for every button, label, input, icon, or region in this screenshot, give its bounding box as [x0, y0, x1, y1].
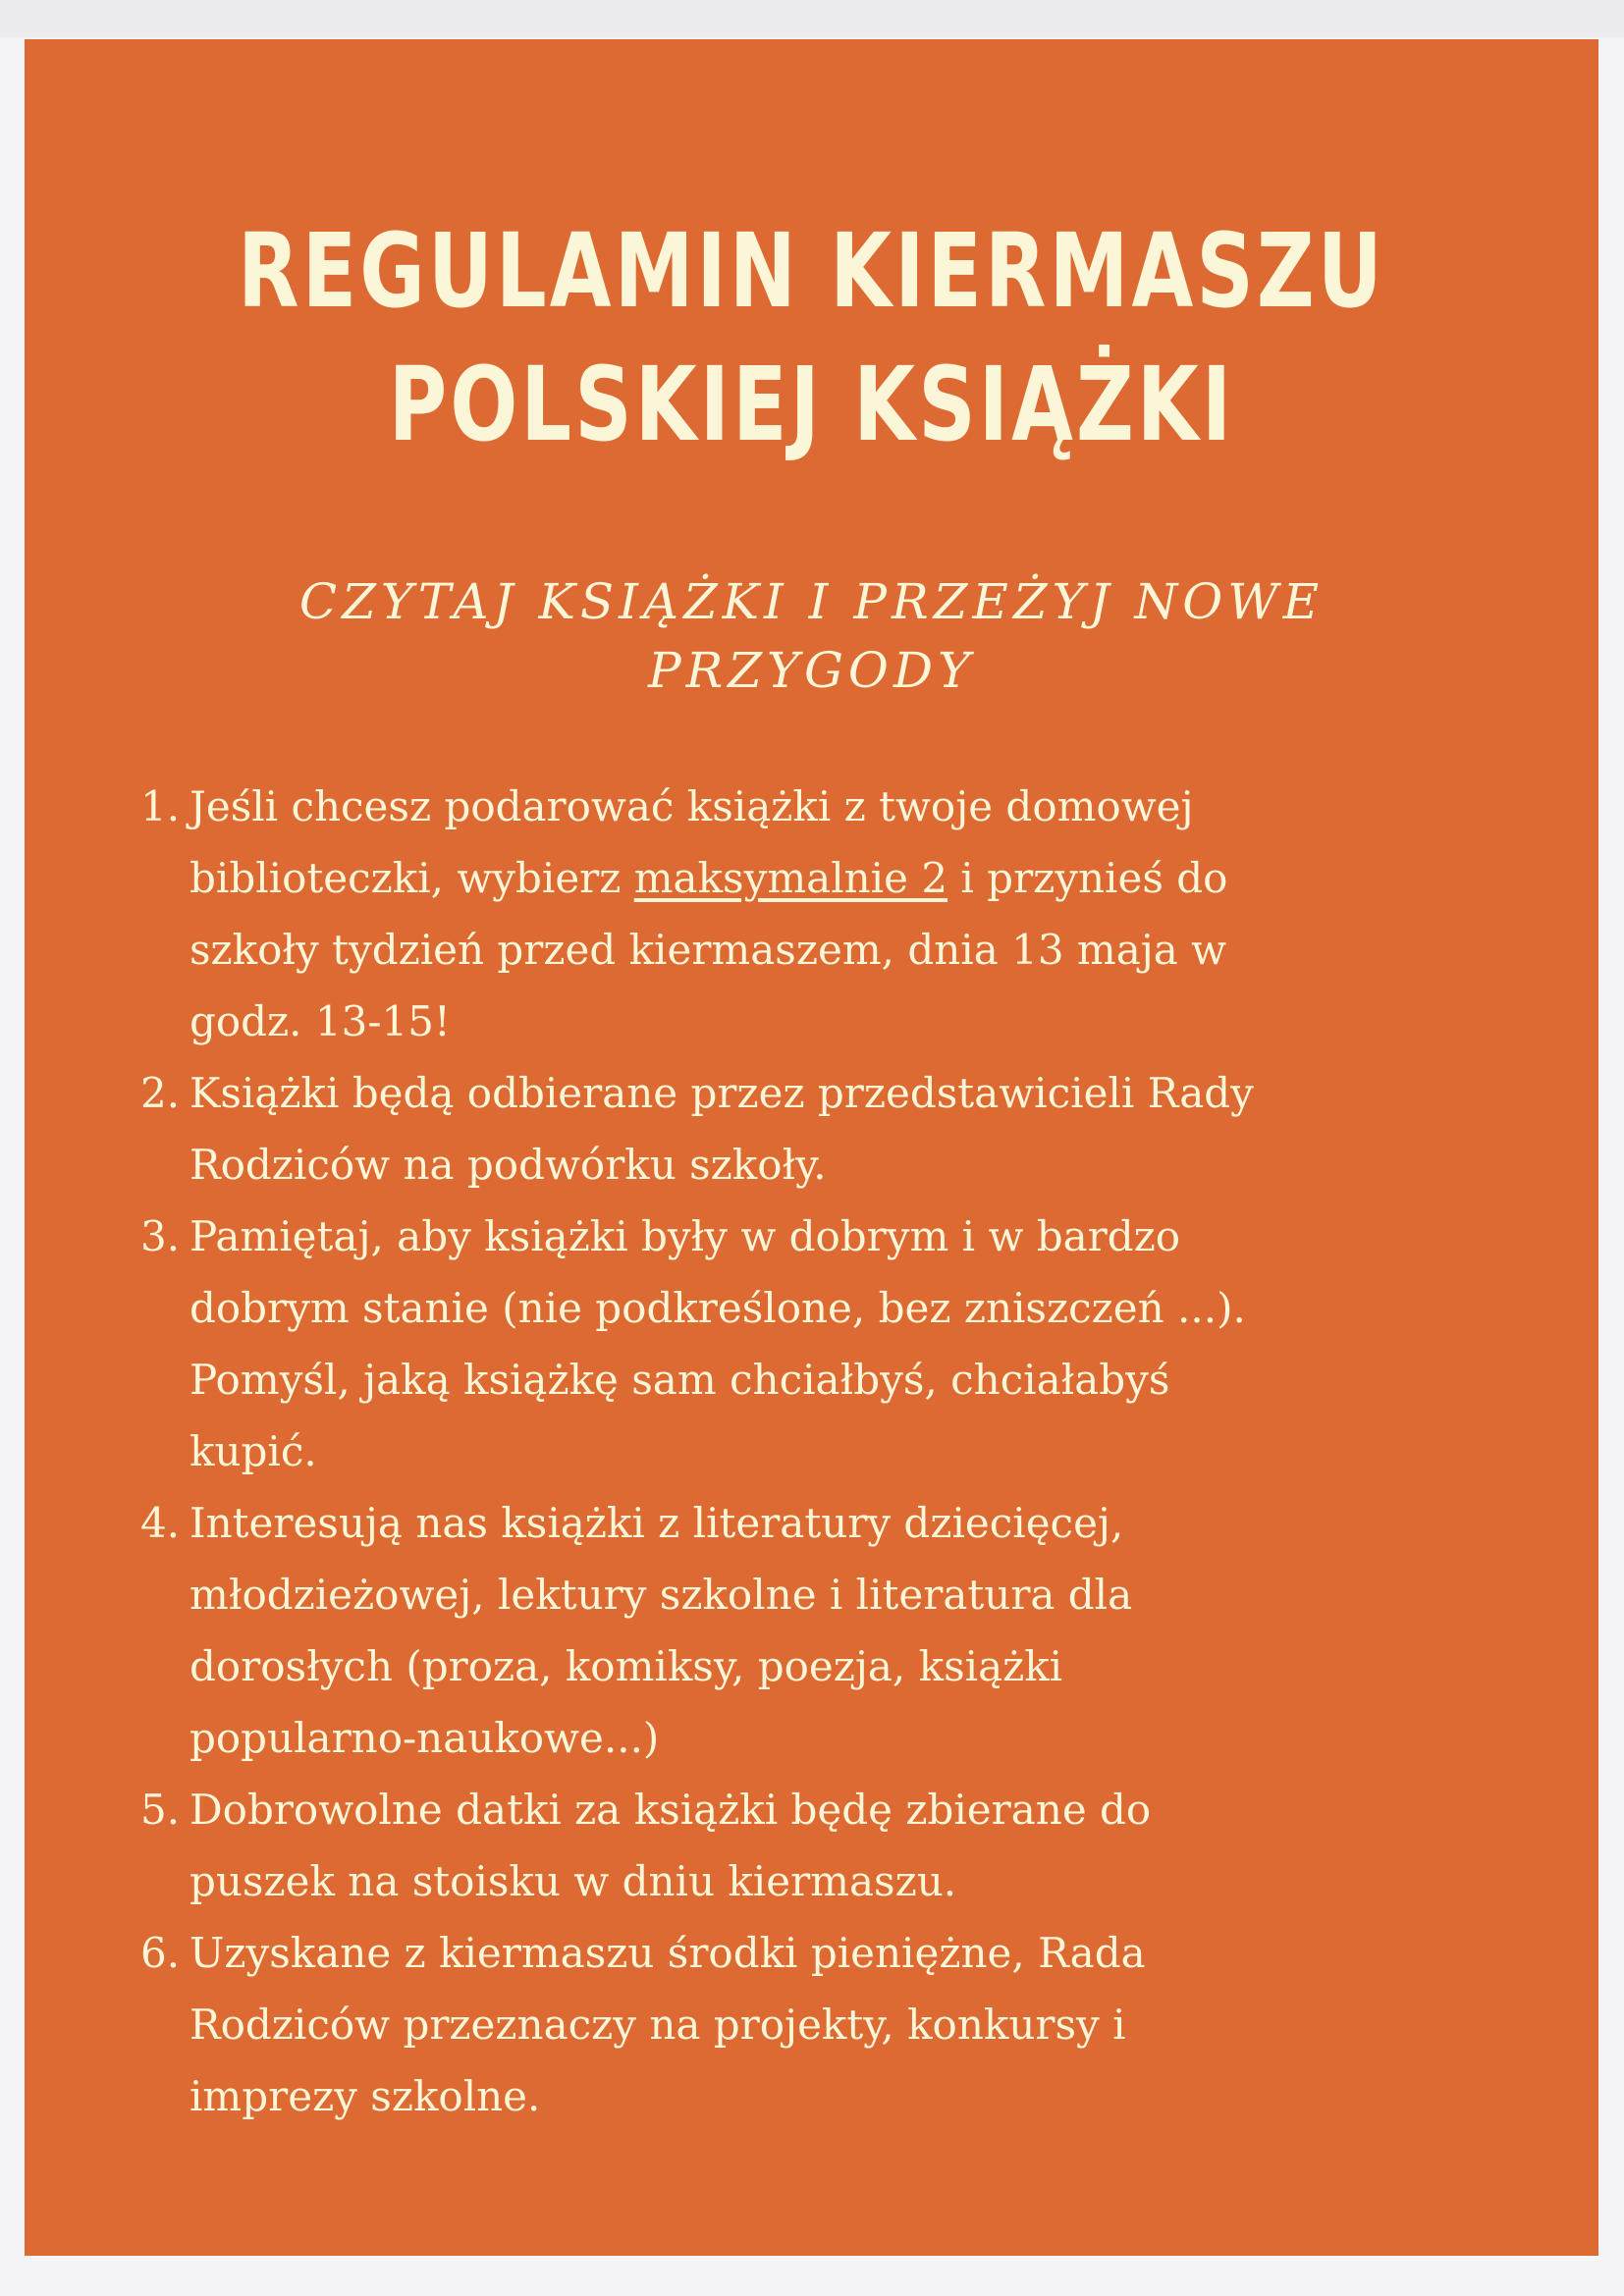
title-line: POLSKIEJ KSIĄŻKI [388, 345, 1235, 464]
rule-number: 6. [140, 1929, 181, 1977]
rule-number: 4. [140, 1499, 181, 1547]
subtitle-line: PRZYGODY [647, 642, 976, 699]
rule-item [140, 1201, 1554, 1487]
rule-line: godz. 13-15! [189, 997, 451, 1045]
subtitle-line: CZYTAJ KSIĄŻKI I PRZEŻYJ NOWE [298, 573, 1325, 630]
rule-line: Rodziców na podwórku szkoły. [189, 1141, 827, 1189]
rule-line: Jeśli chcesz podarować książki z twoje domowej [189, 782, 1194, 830]
rule-text: biblioteczki, wybierz [189, 854, 634, 902]
rule-number: 3. [140, 1212, 181, 1260]
underlined-text: maksymalnie 2 [633, 854, 948, 902]
rules-list [140, 771, 1554, 2132]
rule-line: puszek na stoisku w dniu kiermaszu. [189, 1857, 957, 1905]
rule-line: młodzieżowej, lektury szkolne i literatura dla [189, 1571, 1133, 1619]
rule-line: popularno-naukowe...) [189, 1714, 660, 1762]
rule-item [140, 1774, 1554, 1917]
rule-line: dorosłych (proza, komiksy, poezja, książki [189, 1642, 1063, 1690]
rule-line: imprezy szkolne. [189, 2072, 541, 2120]
rule-line: Dobrowolne datki za książki będę zbierane do [189, 1786, 1152, 1834]
title-line: REGULAMIN KIERMASZU [238, 211, 1385, 331]
flyer-page [25, 39, 1598, 2256]
rule-line [189, 842, 1554, 914]
rule-line: szkoły tydzień przed kiermaszem, dnia 13 maja w [189, 926, 1227, 974]
rule-line: dobrym stanie (nie podkreślone, bez zniszczeń ...). [189, 1284, 1246, 1332]
rule-line: Pamiętaj, aby książki były w dobrym i w bardzo [189, 1212, 1181, 1260]
rule-text: i przynieś do [947, 854, 1228, 902]
rule-line: Rodziców przeznaczy na projekty, konkursy i [189, 2001, 1126, 2049]
rule-line: Interesują nas książki z literatury dziecięcej, [189, 1499, 1124, 1547]
rule-item [140, 771, 1554, 1057]
rule-number: 1. [140, 782, 181, 830]
rule-number: 5. [140, 1786, 181, 1834]
rule-line: kupić. [189, 1427, 317, 1475]
page-title [197, 204, 1425, 471]
viewer-top-strip [0, 0, 1624, 37]
rule-item [140, 1487, 1554, 1774]
page-subtitle [25, 567, 1598, 705]
rule-number: 2. [140, 1069, 181, 1117]
rule-item [140, 1917, 1554, 2132]
rule-line: Książki będą odbierane przez przedstawicieli Rady [189, 1069, 1254, 1117]
rule-line: Uzyskane z kiermaszu środki pieniężne, Rada [189, 1929, 1146, 1977]
rule-line: Pomyśl, jaką książkę sam chciałbyś, chciałabyś [189, 1356, 1170, 1404]
rule-item [140, 1057, 1554, 1201]
